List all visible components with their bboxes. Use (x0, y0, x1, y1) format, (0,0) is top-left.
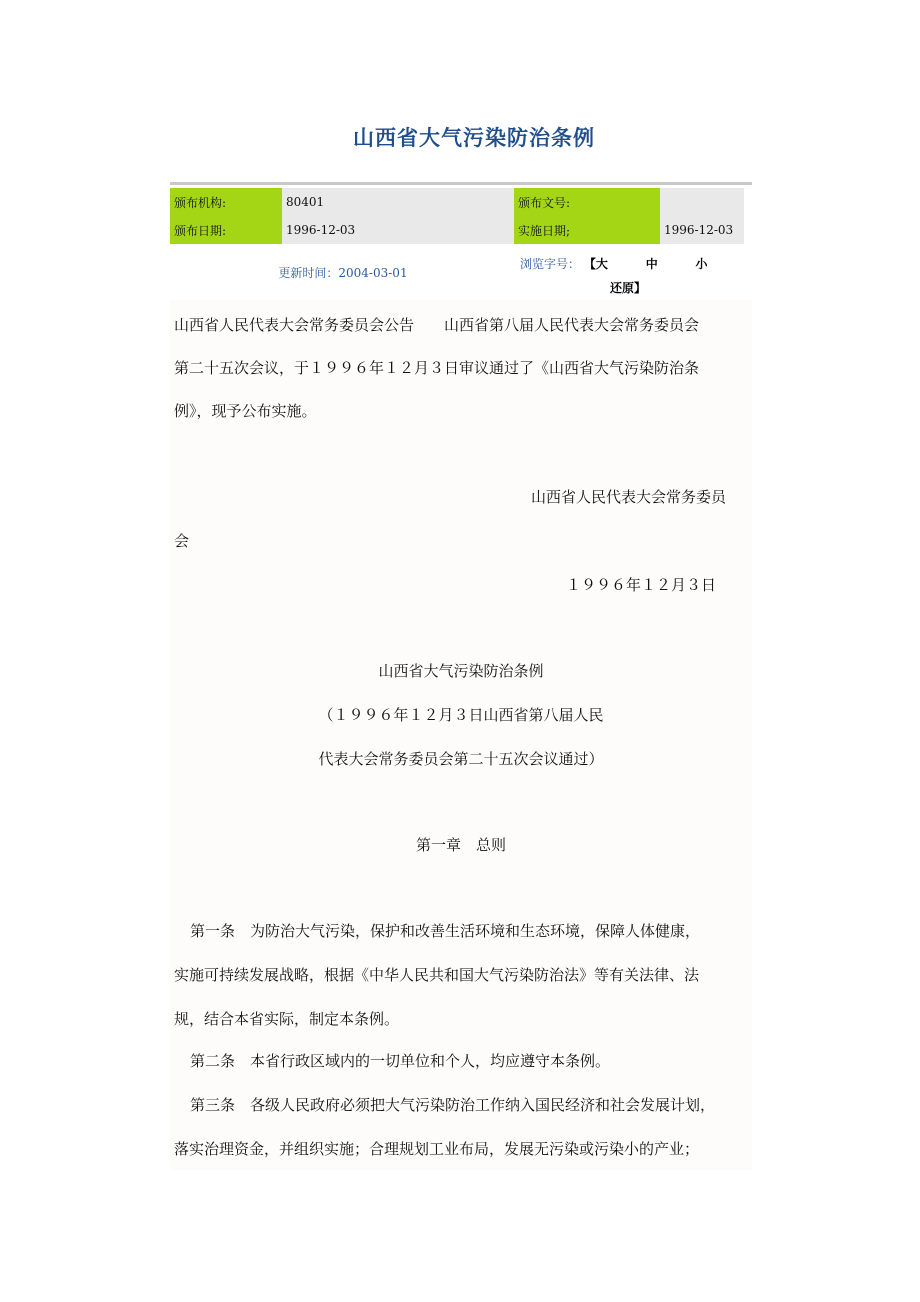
docno-label: 颁布文号: (514, 188, 660, 216)
font-medium-link[interactable]: 中 (645, 257, 658, 271)
article-3-line-2: 落实治理资金，并组织实施；合理规划工业布局，发展无污染或污染小的产业； (174, 1140, 700, 1158)
announcement-line-1: 山西省人民代表大会常务委员会公告 山西省第八届人民代表大会常务委员会 (174, 316, 700, 334)
issue-date-value: 1996-12-03 (282, 216, 514, 244)
announcement-line-3: 例》，现予公布实施。 (174, 402, 317, 420)
article-3-line-1: 第三条 各级人民政府必须把大气污染防治工作纳入国民经济和社会发展计划， (190, 1096, 716, 1114)
article-1-line-3: 规，结合本省实际，制定本条例。 (174, 1010, 400, 1028)
chapter-heading: 第一章 总则 (415, 836, 506, 854)
announcement-line-2: 第二十五次会议，于１９９６年１２月３日审议通过了《山西省大气污染防治条 (174, 359, 700, 377)
regulation-subtitle-2: 代表大会常务委员会第二十五次会议通过） (318, 750, 604, 768)
signature-line-2: 会 (174, 532, 190, 550)
signature-line-1: 山西省人民代表大会常务委员 (531, 488, 727, 506)
font-size-label: 浏览字号： (520, 257, 581, 271)
issuer-value: 80401 (282, 188, 514, 216)
announcement-date: １９９６年１２月３日 (566, 576, 717, 594)
article-2: 第二条 本省行政区域内的一切单位和个人，均应遵守本条例。 (190, 1052, 611, 1070)
effective-date-label: 实施日期; (514, 216, 660, 244)
title-divider (170, 182, 752, 185)
meta-row (170, 188, 744, 216)
regulation-subtitle-1: （１９９６年１２月３日山西省第八届人民 (318, 706, 604, 724)
font-size-controls (520, 252, 752, 300)
issuer-label: 颁布机构: (170, 188, 282, 216)
issue-date-label: 颁布日期: (170, 216, 282, 244)
effective-date-value: 1996-12-03 (660, 216, 744, 244)
document-body (170, 300, 752, 1170)
docno-value (660, 188, 744, 216)
article-1-line-2: 实施可持续发展战略，根据《中华人民共和国大气污染防治法》等有关法律、法 (174, 966, 700, 984)
page-title: 山西省大气污染防治条例 (353, 126, 595, 150)
article-1-line-1: 第一条 为防治大气污染，保护和改善生活环境和生态环境，保障人体健康， (190, 922, 701, 940)
update-time: 更新时间：2004-03-01 (278, 266, 408, 280)
meta-row (170, 216, 744, 244)
regulation-heading: 山西省大气污染防治条例 (378, 662, 544, 680)
font-large-link[interactable]: 【大 (583, 257, 608, 271)
font-restore-link[interactable]: 还原】 (610, 281, 647, 295)
font-small-link[interactable]: 小 (695, 257, 708, 271)
document-meta-table (170, 188, 744, 244)
